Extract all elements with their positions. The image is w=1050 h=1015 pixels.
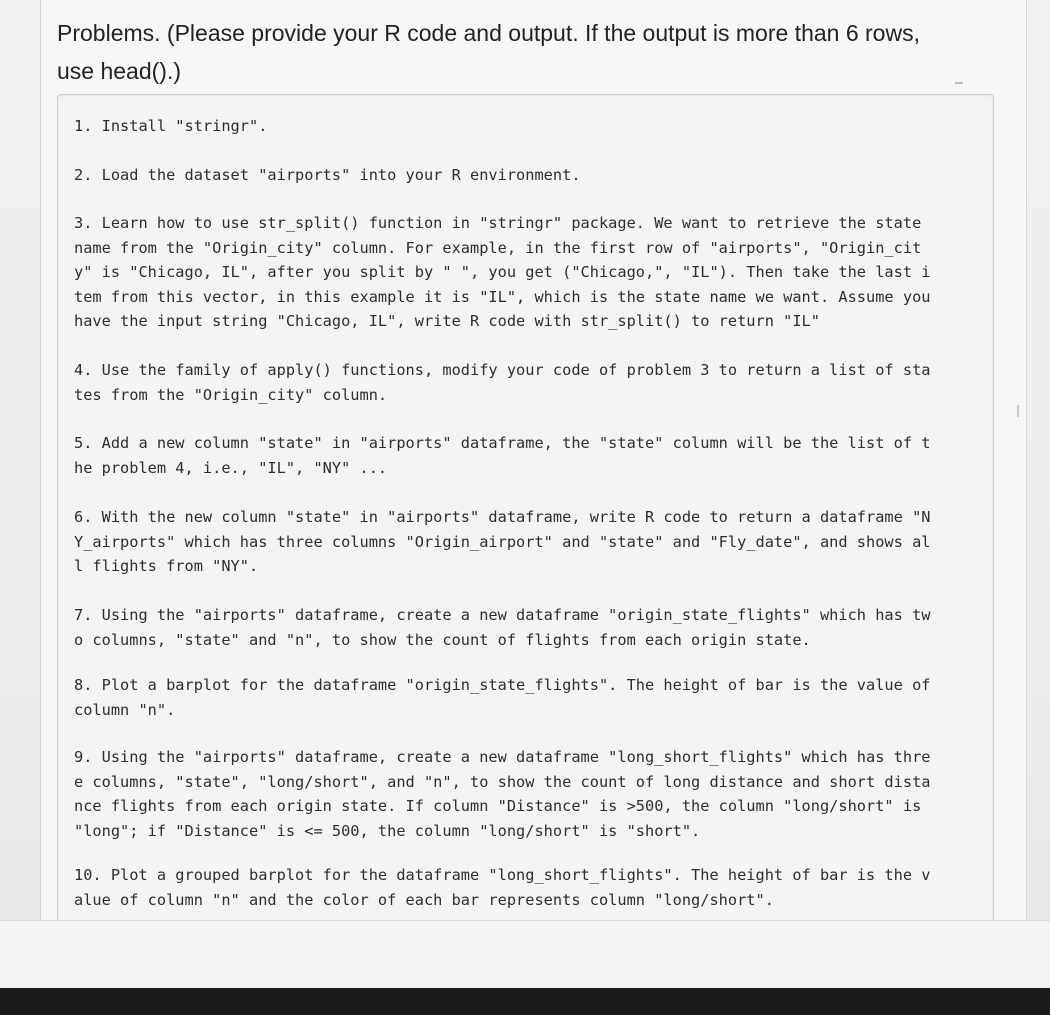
problem-5: 5. Add a new column "state" in "airports" dataframe, the "state" column will be the list of t he problem 4, i.e., "IL", "NY" ... [74,434,931,477]
problem-1: 1. Install "stringr". [74,117,268,135]
title-line-2: use head().) [57,58,182,84]
scrollbar-thumb[interactable] [1017,405,1019,417]
problem-4: 4. Use the family of apply() functions, modify your code of problem 3 to return a list of sta tes from the "Origin_city" column. [74,361,931,404]
problem-2: 2. Load the dataset "airports" into your R environment. [74,166,581,184]
problem-10: 10. Plot a grouped barplot for the dataframe "long_short_flights". The height of bar is the v alue of column "n" and the color of each bar represents column "long/short". [74,866,931,909]
problem-9: 9. Using the "airports" dataframe, create a new dataframe "long_short_flights" which has thre e columns, "state", "long/short", and "n", to show the count of long distance and short dista nce flights from each origin state. If column "Distance" is >500, the column "long/short" is "long"; if "Distance" is <= 500, the column "long/short" is "short". [74,748,931,840]
bottom-panel [0,920,1050,989]
page-title [57,14,987,90]
problem-7: 7. Using the "airports" dataframe, create a new dataframe "origin_state_flights" which has tw o columns, "state" and "n", to show the count of flights from each origin state. [74,606,931,649]
problem-3: 3. Learn how to use str_split() function in "stringr" package. We want to retrieve the state name from the "Origin_city" column. For example, in the first row of "airports", "Origin_cit y" is "Chicago, IL", after you split by " ", you get ("Chicago,", "IL"). Then take the last i tem from this vector, in this example it is "IL", which is the state name we want. Assume you have the input string "Chicago, IL", write R code with str_split() to return "IL" [74,214,931,330]
title-line-1: Problems. (Please provide your R code and output. If the output is more than 6 rows, [57,20,920,46]
box-handle-icon [955,82,963,84]
problem-6: 6. With the new column "state" in "airports" dataframe, write R code to return a dataframe "N Y_airports" which has three columns "Origin_airport" and "state" and "Fly_date", and shows al l flights from "NY". [74,508,931,575]
problem-8: 8. Plot a barplot for the dataframe "origin_state_flights". The height of bar is the value of column "n". [74,676,931,719]
bottom-bezel [0,988,1050,1015]
